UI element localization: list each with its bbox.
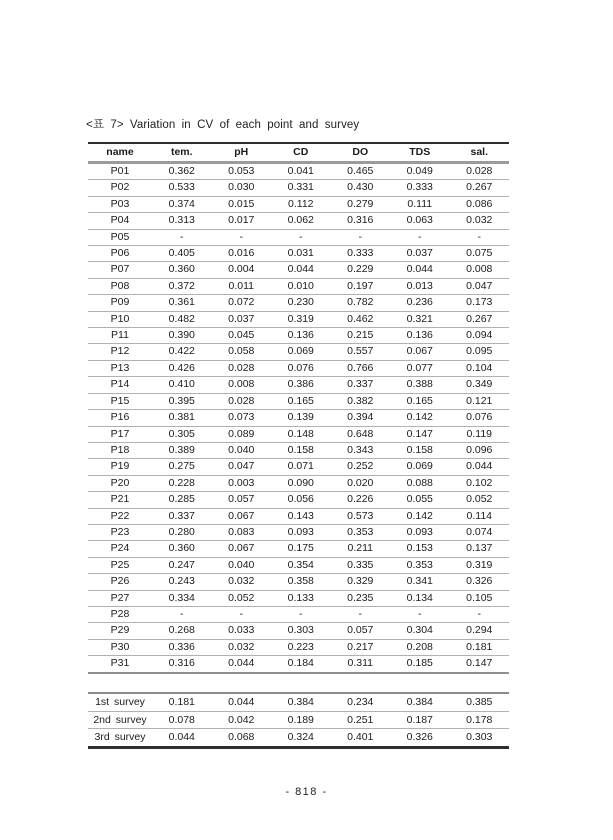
value-cell: 0.382 <box>347 394 374 407</box>
row-name-cell: P09 <box>110 296 130 309</box>
value-cell: 0.247 <box>168 558 195 571</box>
column-header-cd: CD <box>293 146 309 158</box>
value-cell: 0.119 <box>466 427 492 440</box>
row-name-cell: P27 <box>110 591 130 604</box>
column-header-tem: tem. <box>170 146 193 158</box>
table-row <box>88 524 509 540</box>
value-cell: 0.069 <box>287 345 314 358</box>
row-name-cell: P01 <box>110 165 130 177</box>
column-header-sal: sal. <box>470 146 488 158</box>
column-header-tds: TDS <box>409 146 431 158</box>
table-caption: <표 7> Variation in CV of each point and survey <box>86 119 360 131</box>
value-cell: 0.430 <box>347 181 374 194</box>
row-name-cell: 2nd survey <box>93 713 147 726</box>
header-row <box>88 143 509 163</box>
value-cell: 0.324 <box>287 731 314 744</box>
value-cell: 0.044 <box>466 460 493 473</box>
value-cell: 0.236 <box>406 296 433 309</box>
value-cell: 0.184 <box>287 657 314 670</box>
row-name-cell: P22 <box>110 509 130 522</box>
value-cell: 0.533 <box>168 181 195 194</box>
value-cell: 0.049 <box>406 165 433 177</box>
row-name-cell: 3rd survey <box>94 731 146 744</box>
table-row <box>88 311 509 327</box>
value-cell: 0.401 <box>347 731 374 744</box>
value-cell: 0.153 <box>406 542 433 555</box>
table-row <box>88 262 509 278</box>
value-cell: - <box>239 607 243 620</box>
value-cell: 0.343 <box>347 443 374 456</box>
value-cell: 0.056 <box>287 493 314 506</box>
value-cell: - <box>239 230 243 243</box>
row-name-cell: P12 <box>110 345 130 358</box>
value-cell: 0.147 <box>406 427 433 440</box>
value-cell: 0.095 <box>466 345 493 358</box>
column-header-do: DO <box>352 146 369 158</box>
value-cell: 0.052 <box>228 591 255 604</box>
table-row <box>88 693 509 711</box>
value-cell: 0.020 <box>347 476 374 489</box>
table-row <box>88 180 509 196</box>
value-cell: 0.349 <box>466 378 493 391</box>
value-cell: 0.394 <box>347 411 374 424</box>
cv-table <box>88 142 509 674</box>
value-cell: 0.573 <box>347 509 374 522</box>
value-cell: 0.158 <box>287 443 314 456</box>
value-cell: 0.215 <box>347 329 374 342</box>
value-cell: 0.075 <box>466 247 493 260</box>
value-cell: 0.067 <box>228 509 255 522</box>
table-row <box>88 229 509 245</box>
row-name-cell: P06 <box>110 247 130 260</box>
value-cell: 0.333 <box>347 247 374 260</box>
row-name-cell: P11 <box>111 329 129 342</box>
value-cell: 0.234 <box>347 696 374 708</box>
value-cell: 0.303 <box>287 624 314 637</box>
value-cell: 0.217 <box>347 640 374 653</box>
row-name-cell: P20 <box>110 476 130 489</box>
value-cell: 0.341 <box>406 575 433 588</box>
table-row <box>88 344 509 360</box>
row-name-cell: P29 <box>110 624 130 637</box>
value-cell: 0.121 <box>466 394 493 407</box>
value-cell: 0.294 <box>466 624 493 637</box>
row-name-cell: P08 <box>110 279 130 292</box>
value-cell: 0.139 <box>287 411 314 424</box>
row-name-cell: P17 <box>110 427 130 440</box>
value-cell: 0.374 <box>168 197 195 210</box>
value-cell: 0.044 <box>287 263 314 276</box>
value-cell: 0.426 <box>168 361 195 374</box>
value-cell: 0.044 <box>168 731 195 744</box>
row-name-cell: P10 <box>110 312 130 325</box>
table-row <box>88 459 509 475</box>
value-cell: 0.326 <box>466 575 493 588</box>
value-cell: 0.353 <box>347 525 374 538</box>
value-cell: 0.326 <box>406 731 433 744</box>
value-cell: 0.358 <box>287 575 314 588</box>
row-name-cell: P05 <box>110 230 130 243</box>
value-cell: 0.384 <box>287 696 314 708</box>
value-cell: 0.057 <box>228 493 255 506</box>
value-cell: 0.017 <box>228 214 255 227</box>
value-cell: 0.058 <box>228 345 255 358</box>
value-cell: 0.275 <box>168 460 195 473</box>
table-row <box>88 590 509 606</box>
value-cell: 0.285 <box>168 493 195 506</box>
row-name-cell: P23 <box>110 525 130 538</box>
table-row <box>88 328 509 344</box>
table-row <box>88 410 509 426</box>
table-row <box>88 623 509 639</box>
table-row <box>88 574 509 590</box>
row-name-cell: P26 <box>110 575 130 588</box>
value-cell: 0.337 <box>347 378 374 391</box>
table-row <box>88 196 509 212</box>
row-name-cell: P02 <box>110 181 130 194</box>
table-row <box>88 639 509 655</box>
value-cell: 0.093 <box>287 525 314 538</box>
value-cell: 0.047 <box>466 279 493 292</box>
value-cell: 0.032 <box>466 214 493 227</box>
cv-table-body <box>88 163 509 673</box>
value-cell: 0.226 <box>347 493 374 506</box>
value-cell: 0.143 <box>287 509 314 522</box>
value-cell: 0.055 <box>406 493 433 506</box>
value-cell: 0.041 <box>287 165 314 177</box>
value-cell: 0.037 <box>406 247 433 260</box>
value-cell: 0.112 <box>288 197 314 210</box>
value-cell: 0.032 <box>228 575 255 588</box>
value-cell: 0.557 <box>347 345 374 358</box>
value-cell: 0.303 <box>466 731 493 744</box>
value-cell: - <box>418 607 422 620</box>
row-name-cell: 1st survey <box>95 696 145 708</box>
value-cell: 0.361 <box>168 296 195 309</box>
value-cell: 0.388 <box>406 378 433 391</box>
value-cell: 0.319 <box>287 312 314 325</box>
value-cell: 0.047 <box>228 460 255 473</box>
value-cell: 0.334 <box>168 591 195 604</box>
value-cell: 0.482 <box>168 312 195 325</box>
value-cell: 0.175 <box>287 542 314 555</box>
value-cell: 0.094 <box>466 329 493 342</box>
value-cell: 0.362 <box>168 165 195 177</box>
value-cell: 0.405 <box>168 247 195 260</box>
value-cell: 0.229 <box>347 263 374 276</box>
value-cell: 0.071 <box>287 460 314 473</box>
value-cell: - <box>299 230 303 243</box>
table-row <box>88 541 509 557</box>
value-cell: 0.028 <box>228 394 255 407</box>
value-cell: 0.134 <box>406 591 433 604</box>
value-cell: 0.158 <box>406 443 433 456</box>
value-cell: 0.267 <box>466 181 493 194</box>
value-cell: 0.069 <box>406 460 433 473</box>
value-cell: 0.251 <box>347 713 374 726</box>
table-row <box>88 163 509 180</box>
table-row <box>88 360 509 376</box>
value-cell: 0.114 <box>466 509 492 522</box>
value-cell: 0.384 <box>406 696 433 708</box>
value-cell: 0.105 <box>466 591 493 604</box>
value-cell: 0.395 <box>168 394 195 407</box>
value-cell: 0.148 <box>287 427 314 440</box>
value-cell: 0.189 <box>287 713 314 726</box>
value-cell: 0.052 <box>466 493 493 506</box>
value-cell: 0.004 <box>228 263 255 276</box>
table-row <box>88 492 509 508</box>
value-cell: 0.083 <box>228 525 255 538</box>
value-cell: 0.386 <box>287 378 314 391</box>
value-cell: 0.104 <box>466 361 493 374</box>
value-cell: 0.003 <box>228 476 255 489</box>
row-name-cell: P30 <box>110 640 130 653</box>
page-number: - 818 - <box>285 786 328 798</box>
value-cell: 0.766 <box>347 361 374 374</box>
value-cell: 0.076 <box>287 361 314 374</box>
row-name-cell: P19 <box>110 460 130 473</box>
row-name-cell: P03 <box>110 197 130 210</box>
value-cell: 0.008 <box>228 378 255 391</box>
row-name-cell: P28 <box>110 607 130 620</box>
table-row <box>88 426 509 442</box>
column-header-name: name <box>106 146 134 158</box>
value-cell: 0.044 <box>228 657 255 670</box>
value-cell: 0.102 <box>466 476 493 489</box>
value-cell: 0.230 <box>287 296 314 309</box>
value-cell: 0.037 <box>228 312 255 325</box>
value-cell: 0.090 <box>287 476 314 489</box>
value-cell: 0.040 <box>228 443 255 456</box>
value-cell: - <box>358 607 362 620</box>
value-cell: 0.073 <box>228 411 255 424</box>
value-cell: - <box>477 607 481 620</box>
value-cell: 0.074 <box>466 525 493 538</box>
table-row <box>88 711 509 729</box>
value-cell: 0.360 <box>168 263 195 276</box>
value-cell: 0.015 <box>228 197 255 210</box>
value-cell: 0.086 <box>466 197 493 210</box>
value-cell: 0.178 <box>466 713 493 726</box>
table-row <box>88 656 509 673</box>
value-cell: 0.185 <box>406 657 433 670</box>
value-cell: 0.385 <box>466 696 493 708</box>
value-cell: 0.197 <box>347 279 374 292</box>
value-cell: 0.028 <box>466 165 493 177</box>
column-header-ph: pH <box>234 146 249 158</box>
value-cell: 0.044 <box>406 263 433 276</box>
value-cell: 0.304 <box>406 624 433 637</box>
value-cell: 0.333 <box>406 181 433 194</box>
value-cell: 0.057 <box>347 624 374 637</box>
value-cell: 0.316 <box>347 214 374 227</box>
value-cell: 0.093 <box>406 525 433 538</box>
value-cell: 0.465 <box>347 165 374 177</box>
value-cell: 0.136 <box>406 329 433 342</box>
row-name-cell: P24 <box>110 542 130 555</box>
value-cell: 0.008 <box>466 263 493 276</box>
value-cell: 0.390 <box>168 329 195 342</box>
value-cell: 0.042 <box>228 713 255 726</box>
value-cell: 0.147 <box>466 657 493 670</box>
value-cell: 0.279 <box>347 197 374 210</box>
value-cell: 0.096 <box>466 443 493 456</box>
survey-summary-body <box>88 693 509 747</box>
value-cell: 0.067 <box>228 542 255 555</box>
table-row <box>88 442 509 458</box>
value-cell: 0.211 <box>347 542 373 555</box>
value-cell: 0.305 <box>168 427 195 440</box>
table-row <box>88 729 509 748</box>
value-cell: 0.648 <box>347 427 374 440</box>
row-name-cell: P16 <box>110 411 130 424</box>
value-cell: 0.032 <box>228 640 255 653</box>
table-row <box>88 475 509 491</box>
value-cell: 0.011 <box>228 279 254 292</box>
value-cell: 0.142 <box>406 509 433 522</box>
table-row <box>88 606 509 622</box>
value-cell: 0.181 <box>168 696 195 708</box>
table-row <box>88 377 509 393</box>
row-name-cell: P14 <box>110 378 130 391</box>
value-cell: - <box>477 230 481 243</box>
value-cell: 0.422 <box>168 345 195 358</box>
value-cell: 0.243 <box>168 575 195 588</box>
value-cell: 0.030 <box>228 181 255 194</box>
table-row <box>88 213 509 229</box>
value-cell: 0.072 <box>228 296 255 309</box>
value-cell: 0.010 <box>287 279 314 292</box>
value-cell: 0.165 <box>406 394 433 407</box>
value-cell: 0.353 <box>406 558 433 571</box>
value-cell: 0.389 <box>168 443 195 456</box>
value-cell: 0.329 <box>347 575 374 588</box>
value-cell: 0.252 <box>347 460 374 473</box>
value-cell: 0.062 <box>287 214 314 227</box>
value-cell: 0.208 <box>406 640 433 653</box>
value-cell: 0.078 <box>168 713 195 726</box>
value-cell: 0.165 <box>287 394 314 407</box>
row-name-cell: P07 <box>110 263 130 276</box>
value-cell: 0.337 <box>168 509 195 522</box>
table-row <box>88 246 509 262</box>
value-cell: - <box>418 230 422 243</box>
value-cell: 0.067 <box>406 345 433 358</box>
value-cell: 0.782 <box>347 296 374 309</box>
value-cell: 0.280 <box>168 525 195 538</box>
value-cell: 0.045 <box>228 329 255 342</box>
value-cell: 0.336 <box>168 640 195 653</box>
value-cell: 0.181 <box>466 640 493 653</box>
value-cell: 0.033 <box>228 624 255 637</box>
value-cell: 0.028 <box>228 361 255 374</box>
value-cell: 0.354 <box>287 558 314 571</box>
row-name-cell: P13 <box>110 361 130 374</box>
value-cell: 0.173 <box>466 296 493 309</box>
value-cell: - <box>299 607 303 620</box>
value-cell: 0.053 <box>228 165 255 177</box>
value-cell: 0.063 <box>406 214 433 227</box>
value-cell: 0.331 <box>287 181 314 194</box>
value-cell: 0.031 <box>287 247 314 260</box>
value-cell: - <box>180 607 184 620</box>
value-cell: 0.088 <box>406 476 433 489</box>
row-name-cell: P31 <box>110 657 130 670</box>
value-cell: 0.381 <box>168 411 195 424</box>
value-cell: 0.040 <box>228 558 255 571</box>
table-row <box>88 278 509 294</box>
value-cell: 0.372 <box>168 279 195 292</box>
row-name-cell: P15 <box>110 394 130 407</box>
table-row <box>88 393 509 409</box>
row-name-cell: P25 <box>110 558 130 571</box>
value-cell: 0.223 <box>287 640 314 653</box>
value-cell: - <box>358 230 362 243</box>
value-cell: 0.267 <box>466 312 493 325</box>
value-cell: 0.360 <box>168 542 195 555</box>
value-cell: 0.313 <box>168 214 195 227</box>
value-cell: 0.235 <box>347 591 374 604</box>
value-cell: 0.111 <box>407 197 433 210</box>
value-cell: 0.142 <box>406 411 433 424</box>
row-name-cell: P04 <box>110 214 130 227</box>
value-cell: 0.044 <box>228 696 255 708</box>
value-cell: 0.319 <box>466 558 493 571</box>
value-cell: 0.187 <box>406 713 433 726</box>
row-name-cell: P18 <box>110 443 130 456</box>
value-cell: 0.335 <box>347 558 374 571</box>
value-cell: 0.068 <box>228 731 255 744</box>
value-cell: 0.321 <box>406 312 433 325</box>
value-cell: 0.462 <box>347 312 374 325</box>
value-cell: 0.316 <box>168 657 195 670</box>
table-row <box>88 508 509 524</box>
value-cell: 0.013 <box>406 279 433 292</box>
value-cell: 0.016 <box>228 247 255 260</box>
value-cell: - <box>180 230 184 243</box>
value-cell: 0.077 <box>406 361 433 374</box>
value-cell: 0.136 <box>287 329 314 342</box>
table-row <box>88 557 509 573</box>
value-cell: 0.410 <box>168 378 195 391</box>
value-cell: 0.137 <box>466 542 493 555</box>
table-row <box>88 295 509 311</box>
value-cell: 0.089 <box>228 427 255 440</box>
value-cell: 0.133 <box>287 591 314 604</box>
row-name-cell: P21 <box>110 493 130 506</box>
value-cell: 0.228 <box>168 476 195 489</box>
value-cell: 0.311 <box>347 657 373 670</box>
survey-summary-table <box>88 692 509 749</box>
value-cell: 0.268 <box>168 624 195 637</box>
value-cell: 0.076 <box>466 411 493 424</box>
